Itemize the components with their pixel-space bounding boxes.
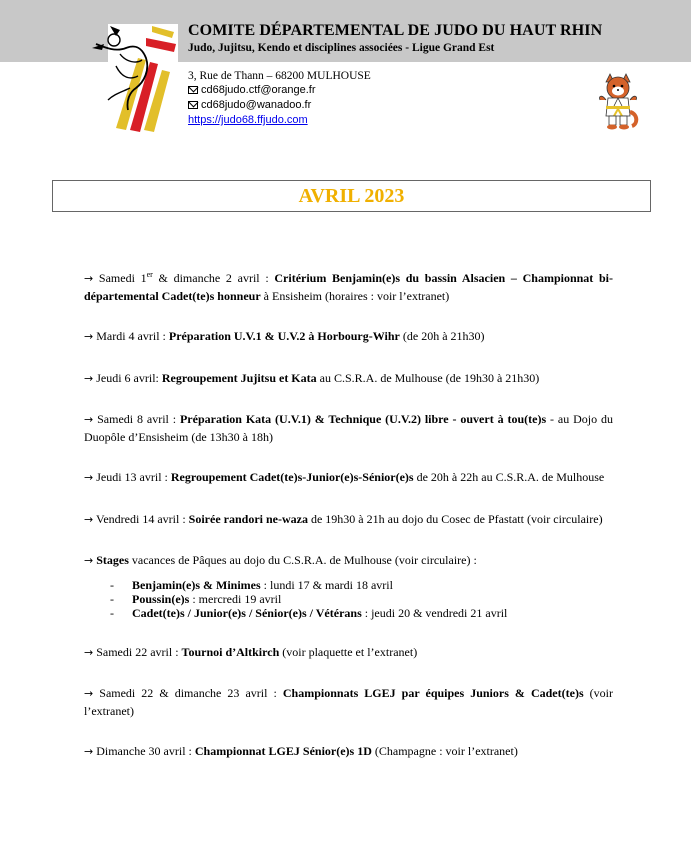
arrow-icon: → [84, 687, 94, 700]
email-line-2 [188, 99, 311, 111]
event-item [84, 469, 613, 487]
stages-list-item [84, 592, 613, 606]
event-post: (de 20h à 21h30) [399, 329, 485, 343]
arrow-icon: → [84, 330, 94, 343]
red-panda-mascot-icon [596, 72, 640, 130]
month-title: AVRIL 2023 [298, 184, 405, 207]
month-header-box [52, 180, 651, 212]
mail-icon [188, 86, 198, 94]
stages-sublist [84, 578, 613, 620]
arrow-icon: → [84, 745, 94, 758]
event-item [84, 743, 613, 761]
event-bold: Regroupement Jujitsu et Kata [161, 370, 317, 385]
event-pre2: & dimanche 2 avril : [152, 271, 275, 285]
org-subtitle: Judo, Jujitsu, Kendo et disciplines associées - Ligue Grand Est [188, 42, 495, 54]
event-pre: Samedi 22 avril : [96, 644, 182, 659]
dash-bullet: - [110, 577, 114, 592]
judoka-logo-icon [86, 18, 182, 136]
stage-group: Cadet(te)s / Junior(e)s / Sénior(e)s / Vétérans [132, 605, 365, 620]
arrow-icon: → [84, 413, 94, 426]
event-post: vacances de Pâques au dojo du C.S.R.A. de Mulhouse (voir circulaire) : [128, 553, 477, 567]
stages-list-item [84, 578, 613, 592]
event-post: de 20h à 22h au C.S.R.A. de Mulhouse [413, 470, 605, 484]
event-bold: Stages [96, 553, 129, 567]
stage-dates: : jeudi 20 & vendredi 21 avril [364, 605, 508, 620]
event-pre: Jeudi 13 avril : [96, 470, 171, 484]
event-bold: Regroupement Cadet(te)s-Junior(e)s-Sénior(e)s [170, 470, 414, 484]
stage-dates: : lundi 17 & mardi 18 avril [260, 577, 393, 592]
arrow-icon: → [84, 371, 94, 385]
stages-list-item [84, 606, 613, 620]
arrow-icon: → [84, 272, 94, 285]
event-item [84, 270, 613, 304]
event-bold: Championnat LGEJ Sénior(e)s 1D [194, 744, 372, 758]
arrow-icon: → [84, 554, 94, 567]
event-pre: Vendredi 14 avril : [96, 511, 189, 526]
event-post: au C.S.R.A. de Mulhouse (de 19h30 à 21h30) [316, 370, 540, 385]
event-pre: Jeudi 6 avril: [96, 370, 162, 385]
event-post: (Champagne : voir l’extranet) [371, 744, 518, 758]
stage-group: Poussin(e)s [132, 591, 190, 606]
event-item [84, 552, 613, 620]
event-bold: Tournoi d’Altkirch [181, 644, 280, 659]
event-item [84, 328, 613, 346]
event-item [84, 511, 613, 529]
event-pre: Samedi 8 avril : [97, 412, 180, 426]
event-post: à Ensisheim (horaires : voir l’extranet) [260, 288, 450, 303]
event-pre: Mardi 4 avril : [96, 329, 169, 343]
event-item [84, 685, 613, 719]
event-item [84, 644, 613, 662]
event-item [84, 411, 613, 445]
event-bold: Critérium Benjamin(e)s du bassin Alsacien – Championnat bi-départemental Cadet(te)s honneur [84, 271, 613, 303]
event-post: (voir l’extranet) [84, 686, 613, 718]
email-2[interactable]: cd68judo@wanadoo.fr [201, 99, 312, 111]
event-post: (voir plaquette et l’extranet) [279, 644, 418, 659]
event-bold: Soirée randori ne-waza [188, 511, 308, 526]
email-line-1 [188, 84, 316, 96]
event-pre: Samedi 1 [98, 271, 147, 285]
event-bold: Championnats LGEJ par équipes Juniors & Cadet(te)s [282, 686, 584, 700]
stage-group: Benjamin(e)s & Minimes [132, 577, 261, 592]
event-post: - au Dojo du Duopôle d’Ensisheim (de 13h30 à 18h) [84, 412, 614, 444]
email-1[interactable]: cd68judo.ctf@orange.fr [201, 84, 316, 96]
dash-bullet: - [110, 605, 114, 620]
address: 3, Rue de Thann – 68200 MULHOUSE [188, 70, 371, 82]
event-bold: Préparation U.V.1 & U.V.2 à Horbourg-Wihr [168, 329, 400, 343]
event-sup: er [146, 270, 153, 279]
dash-bullet: - [110, 591, 114, 606]
event-bold: Préparation Kata (U.V.1) & Technique (U.V.2) libre - ouvert à tou(te)s [179, 412, 547, 426]
arrow-icon: → [84, 512, 94, 526]
mail-icon [188, 101, 198, 109]
arrow-icon: → [84, 471, 94, 484]
website-link[interactable]: https://judo68.ffjudo.com [188, 114, 308, 126]
event-post: de 19h30 à 21h au dojo du Cosec de Pfastatt (voir circulaire) [307, 511, 603, 526]
event-pre: Samedi 22 & dimanche 23 avril : [99, 686, 283, 700]
events-list [84, 270, 613, 761]
org-title: COMITE DÉPARTEMENTAL DE JUDO DU HAUT RHIN [188, 22, 603, 39]
arrow-icon: → [84, 645, 94, 659]
stage-dates: : mercredi 19 avril [189, 591, 282, 606]
event-item [84, 370, 613, 388]
event-pre: Dimanche 30 avril : [96, 744, 195, 758]
